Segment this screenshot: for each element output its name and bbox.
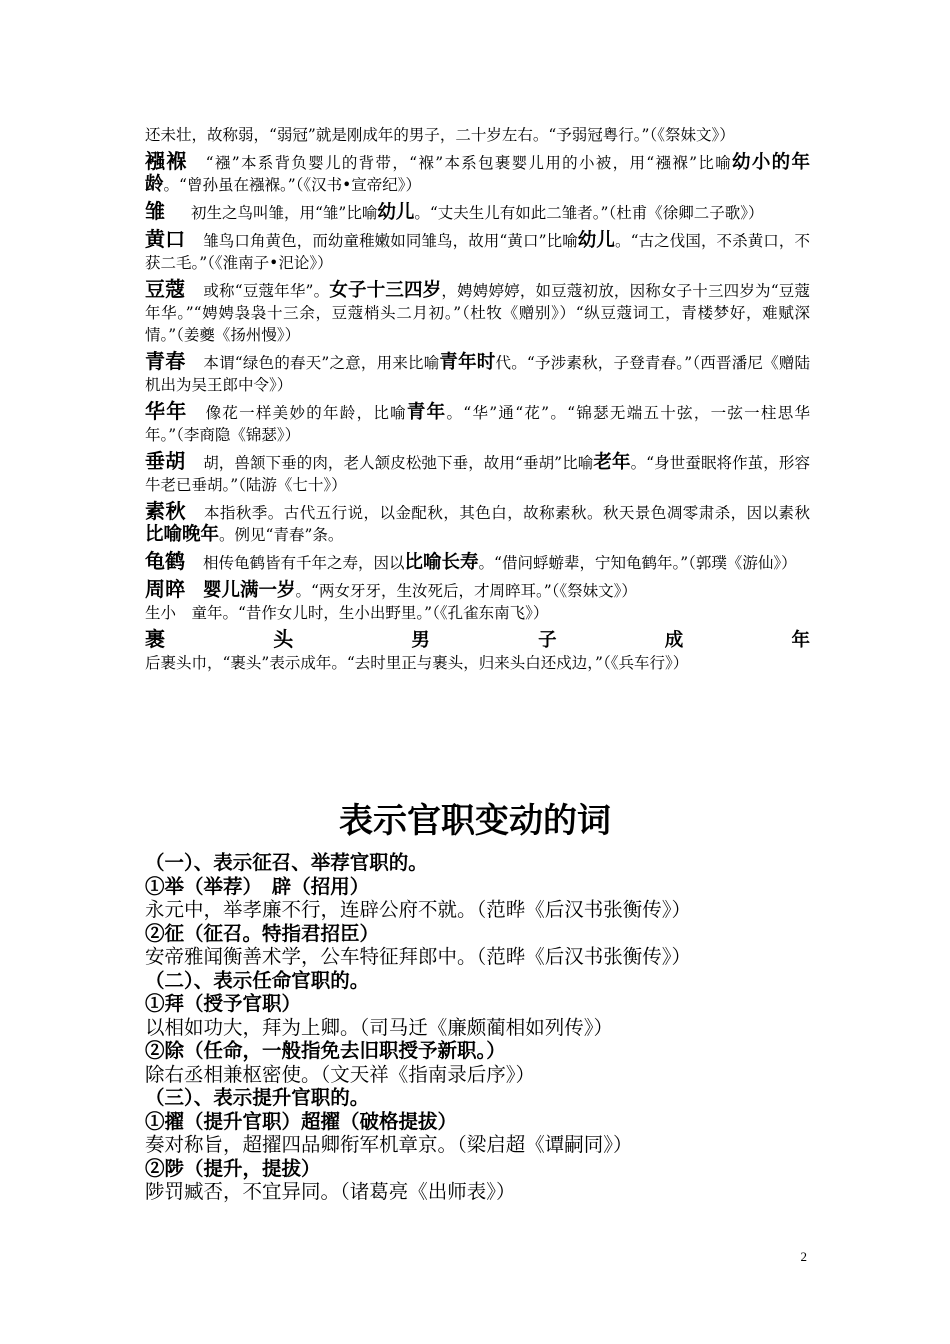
entry-chu	[145, 200, 810, 224]
entry-guotou	[145, 628, 810, 674]
entry-emphasis: 幼儿	[377, 202, 415, 223]
category-heading: （一）、表示征召、举荐官职的。	[145, 851, 428, 874]
entry-qiangbao	[145, 150, 810, 196]
entry-text: 本谓“绿色的春天”之意，用来比喻	[203, 354, 440, 372]
entry-text: 。例见“青春”条。	[219, 526, 344, 544]
category-heading: （三）、表示提升官职的。	[145, 1086, 370, 1109]
entry-head: 周晬	[145, 577, 185, 601]
entry-text: 初生之鸟叫雏，用“雏”比喻	[191, 204, 378, 222]
entry-text: 。“华”通“花”。“锦瑟无端五十弦，一弦一柱思华年。”（李商隐《锦瑟》）	[145, 404, 810, 444]
intro-paragraph: 还未壮，故称弱，“弱冠”就是刚成年的男子，二十岁左右。“予弱冠粤行。”（《祭妹文》）	[145, 126, 735, 144]
entry-emphasis: 幼儿	[577, 230, 615, 251]
term-heading: ①举（举荐） 辟（招用）	[145, 874, 370, 898]
entry-emphasis: 青年	[406, 402, 447, 423]
term-heading: ②陟（提升，提拔）	[145, 1156, 321, 1180]
entry-guihe	[145, 550, 810, 574]
entry-text: 。“曾孙虽在襁褓。”（《汉书•宣帝纪》）	[163, 176, 422, 194]
entry-head: 华年	[145, 399, 188, 423]
entry-head: 龟鹤	[145, 549, 185, 573]
term-heading: ①擢（提升官职）超擢（破格提拔）	[145, 1109, 458, 1133]
category-heading: （二）、表示任命官职的。	[145, 968, 370, 992]
entry-emphasis: 老年	[593, 452, 631, 473]
entry-emphasis: 婴儿满一岁	[203, 580, 296, 601]
example-sentence: 奏对称旨，超擢四品卿衔军机章京。（梁启超《谭嗣同》）	[145, 1133, 633, 1156]
section-title: 表示官职变动的词	[339, 801, 611, 841]
example-sentence: 安帝雅闻衡善术学，公车特征拜郎中。（范晔《后汉书张衡传》）	[145, 945, 692, 968]
entry-text: 像花一样美妙的年龄，比喻	[205, 404, 407, 422]
entry-zhouzui	[145, 578, 810, 602]
entry-text: 相传龟鹤皆有千年之寿，因以	[203, 554, 405, 572]
entry-shengxiao	[145, 602, 810, 624]
entry-emphasis: 幼小的年龄	[145, 152, 810, 195]
example-sentence: 陟罚臧否，不宜异同。（诸葛亮《出师表》）	[145, 1180, 516, 1203]
term-heading: ①拜（授予官职）	[145, 992, 302, 1015]
entry-head: 雏	[145, 199, 165, 223]
entry-text: “襁”本系背负婴儿的背带，“褓”本系包裹婴儿用的小被，用“襁褓”比喻	[205, 154, 733, 172]
entry-text: 。“两女牙牙，生汝死后，才周晬耳。”（《祭妹文》）	[295, 582, 637, 600]
entry-huangkou	[145, 228, 810, 274]
example-sentence: 除右丞相兼枢密使。（文天祥《指南录后序》）	[145, 1062, 536, 1086]
entry-doukou	[145, 278, 810, 346]
official-terms-section	[145, 851, 810, 1204]
entry-text: 。“丈夫生儿有如此二雏者。”（杜甫《徐卿二子歌》）	[414, 204, 764, 222]
entry-head: 素秋	[145, 499, 186, 523]
entry-emphasis: 比喻长寿	[404, 552, 479, 573]
entry-chuihu	[145, 450, 810, 496]
entry-head: 青春	[145, 349, 186, 373]
entry-head: 裹头	[145, 627, 402, 651]
entry-head: 襁褓	[145, 149, 188, 173]
entry-text: 。“借问蜉蝣辈，宁知龟鹤年。”（郭璞《游仙》）	[478, 554, 797, 572]
example-sentence: 以相如功大，拜为上卿。（司马迁《廉颇蔺相如列传》）	[145, 1015, 614, 1039]
entry-head: 黄口	[145, 227, 186, 251]
entry-text: ，娉娉婷婷，如豆蔻初放，因称女子十三四岁为“豆蔻年华。”“娉娉袅袅十三余，豆蔻梢头二月初。”（杜牧《赠别》）“纵豆蔻词工，青楼梦好，难赋深情。”（姜夔《扬州慢》）	[145, 282, 810, 344]
term-heading: ②征（征召。特指君招臣）	[145, 921, 380, 945]
entry-text: 或称“豆蔻年华”。	[203, 282, 330, 300]
entry-text: 本指秋季。古代五行说，以金配秋，其色白，故称素秋。秋天景色凋零肃杀，因以素秋	[203, 504, 811, 522]
entry-suqiu	[145, 500, 810, 546]
entry-text: 。“古之伐国，不杀黄口，不获二毛。”（《淮南子•汜论》）	[145, 232, 810, 272]
entry-text: 。“身世蚕眠将作茧，形容牛老已垂胡。”（陆游《七十》）	[145, 454, 810, 494]
entry-text: 胡，兽颔下垂的肉，老人颔皮松弛下垂，故用“垂胡”比喻	[203, 454, 594, 472]
term-heading: ②除（任命，一般指免去旧职授予新职。）	[145, 1039, 506, 1062]
entry-text: 后裹头巾，“裹头”表示成年。“去时里正与裹头，归来头白还戍边，”（《兵车行》）	[145, 654, 689, 672]
age-terms-section	[145, 124, 810, 678]
entry-head: 豆蔻	[145, 277, 186, 301]
entry-emphasis: 青年时	[439, 352, 496, 373]
entry-qingchun	[145, 350, 810, 396]
example-sentence: 永元中，举孝廉不行，连辟公府不就。（范晔《后汉书张衡传》）	[145, 898, 692, 921]
entry-head: 垂胡	[145, 449, 186, 473]
entry-text: 代。“予涉素秋，子登青春。”（西晋潘尼《赠陆机出为吴王郎中令》）	[145, 354, 810, 394]
entry-text: 雏鸟口角黄色，而幼童稚嫩如同雏鸟，故用“黄口”比喻	[203, 232, 578, 250]
entry-huanian	[145, 400, 810, 446]
entry-emphasis: 女子十三四岁	[329, 280, 442, 301]
entry-emphasis: 比喻晚年	[145, 524, 220, 545]
entry-text: 生小 童年。“昔作女儿时，生小出野里。”（《孔雀东南飞》）	[145, 604, 549, 622]
page-number: 2	[800, 1249, 807, 1264]
entry-emphasis: 男子成年	[411, 630, 810, 651]
